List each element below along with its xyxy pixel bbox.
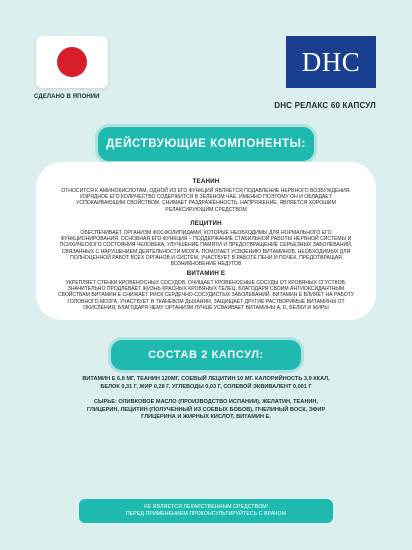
- dose-line: ВИТАМИН E 6,8 МГ, ТЕАНИН 120МГ, СОЕВЫЙ ЛЕЦИТИН 10 МГ. КАЛОРИЙНОСТЬ 3,9 ККАЛ,: [82, 376, 330, 382]
- ingredients-line: ГЛИЦЕРИН, ЛЕЦИТИН (ПОЛУЧЕННЫЙ ИЗ СОЕВЫХ БОБОВ), ПЧЕЛИНЫЙ ВОСК, ЭФИР: [86, 406, 326, 413]
- component-description: УКРЕПЛЯЕТ СТЕНКИ КРОВЕНОСНЫХ СОСУДОВ, ОЧИЩАЕТ КРОВЕНОСНЫЕ СОСУДЫ ОТ КРОВЯНЫХ СГУСТКОВ, ЗНАЧИТЕЛЬНО ПРОДЛЕВАЕТ ЖИЗНЬ КРАСНЫХ КРОВЯНЫХ ТЕЛЕЦ. БЛАГОДАРЯ СВОИМ АНТИОКСИДАНТНЫМ СВОЙСТВАМ ВИТАМИН E СНИЖАЕТ РИСК СЕРДЕЧНО-СОСУДИСТЫХ ЗАБОЛЕВАНИЙ. ВИТАМИН E ВЛИЯЕТ НА РАБОТУ ГОЛОВНОГО МОЗГА, УЧАСТВУЕТ В ТКАНЕВОМ ДЫХАНИИ, ЗАЩИЩАЕТ ДРУГИЕ РАСТВОРИМЫЕ ВИТАМИНЫ ОТ ОКИСЛЕНИЯ, БЛАГОДАРЯ ЧЕМУ ОРГАНИЗМ ЛУЧШЕ УСВАИВАЕТ ВИТАМИНЫ A, D, БЕЛКИ И ЖИРЫ: [57, 280, 355, 311]
- component-title: ВИТАМИН E: [186, 270, 226, 277]
- component-block-lecithin: [56, 220, 356, 267]
- product-name: DHC РЕЛАКС 60 КАПСУЛ: [274, 101, 376, 110]
- disclaimer-line: НЕ ЯВЛЯЕТСЯ ЛЕКАРСТВЕННЫМ СРЕДСТВОМ!: [143, 504, 269, 510]
- raw-ingredients: [30, 399, 382, 422]
- components-header: ДЕЙСТВУЮЩИЕ КОМПОНЕНТЫ:: [98, 127, 314, 161]
- ingredients-line: ГЛИЦЕРИНА И ЖИРНЫХ КИСЛОТ, ВИТАМИН E.: [141, 414, 271, 421]
- component-description: ОБЕСПЕЧИВАЕТ ОРГАНИЗМ ФОСФОЛИПИДАМИ, КОТОРЫЕ НЕОБХОДИМЫ ДЛЯ НОРМАЛЬНОГО ЕГО ФУНКЦИОНИРОВАНИЯ. ОСНОВНАЯ ЕГО ФУНКЦИЯ – ПОДДЕРЖАНИЕ СТАБИЛЬНОЙ РАБОТЫ НЕРВНОЙ СИСТЕМЫ И ПСИХИЧЕСКОГО СОСТОЯНИЯ ЧЕЛОВЕКА, УЛУЧШЕНИЕ ПАМЯТИ И ПРЕДОТВРАЩЕНИЕ СЕРЬЕЗНЫХ ЗАБОЛЕВАНИЙ, СВЯЗАННЫХ С НАРУШЕНИЕМ ДЕЯТЕЛЬНОСТИ МОЗГА. ПОМОГАЕТ УСВОЕНИЮ ВИТАМИНОВ, НЕОБХОДИМЫХ ДЛЯ ПОЛНОЦЕННОЙ РАБОТ ВСЕХ ОРГАНОВ И СИСТЕМ, УЧАСТВУЕТ В РАБОТЕ ПЕНИ И ПОЧЕК, ПРЕДОТВРАЩАЯ ВОЗНИКНОВЕНИЕ НЕДУГОВ: [59, 230, 353, 268]
- dose-line: БЕЛОК 0,31 Г, ЖИР 0,28 Г, УГЛЕВОДЫ 0,03 Г, СОЛЕВОЙ ЭКВИВАЛЕНТ 0,001 Г: [100, 383, 312, 390]
- component-description: ОТНОСИТСЯ К АМИНОКИСЛОТАМ, ОДНОЙ ИЗ ЕГО ФУНКЦИЙ ЯВЛЯЕТСЯ ПОДАВЛЕНИЕ НЕРВНОГО ВОЗБУЖДЕНИЯ. ИЗРЯДНОЕ ЕГО КОЛИЧЕСТВО СОДЕРЖИТСЯ В ЗЕЛЕНОМ ЧАЕ. ИМЕННО ПОЭТОМУ ОН И ОБЛАДАЕТ УСПОКАИВАЮЩИМ СВОЙСТВОМ, СНИМАЕТ РАЗДРАЖЁННОСТЬ, НАПРЯЖЕНИЕ, ЯВЛЯЕТСЯ ХОРОШИМ РЕЛАКСИРУЮЩИМ СРЕДСТВОМ: [61, 188, 351, 213]
- japan-flag: [36, 36, 108, 88]
- disclaimer-line: ПЕРЕД ПРИМЕНЕНИЕМ ПРОКОНСУЛЬТИРУЙТЕСЬ С ВРАЧОМ: [125, 511, 287, 517]
- made-in-japan-caption: СДЕЛАНО В ЯПОНИИ: [34, 94, 100, 100]
- dose-composition: [30, 376, 382, 391]
- component-title: ЛЕЦИТИН: [190, 220, 222, 227]
- component-title: ТЕАНИН: [192, 178, 220, 185]
- disclaimer-banner: [79, 499, 333, 523]
- brand-logo: [286, 36, 376, 88]
- component-block-vitamin-e: [56, 270, 356, 311]
- brand-logo-text: DHC: [301, 46, 361, 77]
- composition-header: СОСТАВ 2 КАПСУЛ:: [111, 340, 301, 370]
- red-sun-icon: [57, 47, 87, 77]
- ingredients-line: СЫРЬЕ: ОЛИВКОВОЕ МАСЛО (ПРОИЗВОДСТВО ИСПАНИИ), ЖЕЛАТИН, ТЕАНИН,: [94, 399, 318, 405]
- components-card: [36, 162, 376, 320]
- component-block-theanine: [56, 178, 356, 213]
